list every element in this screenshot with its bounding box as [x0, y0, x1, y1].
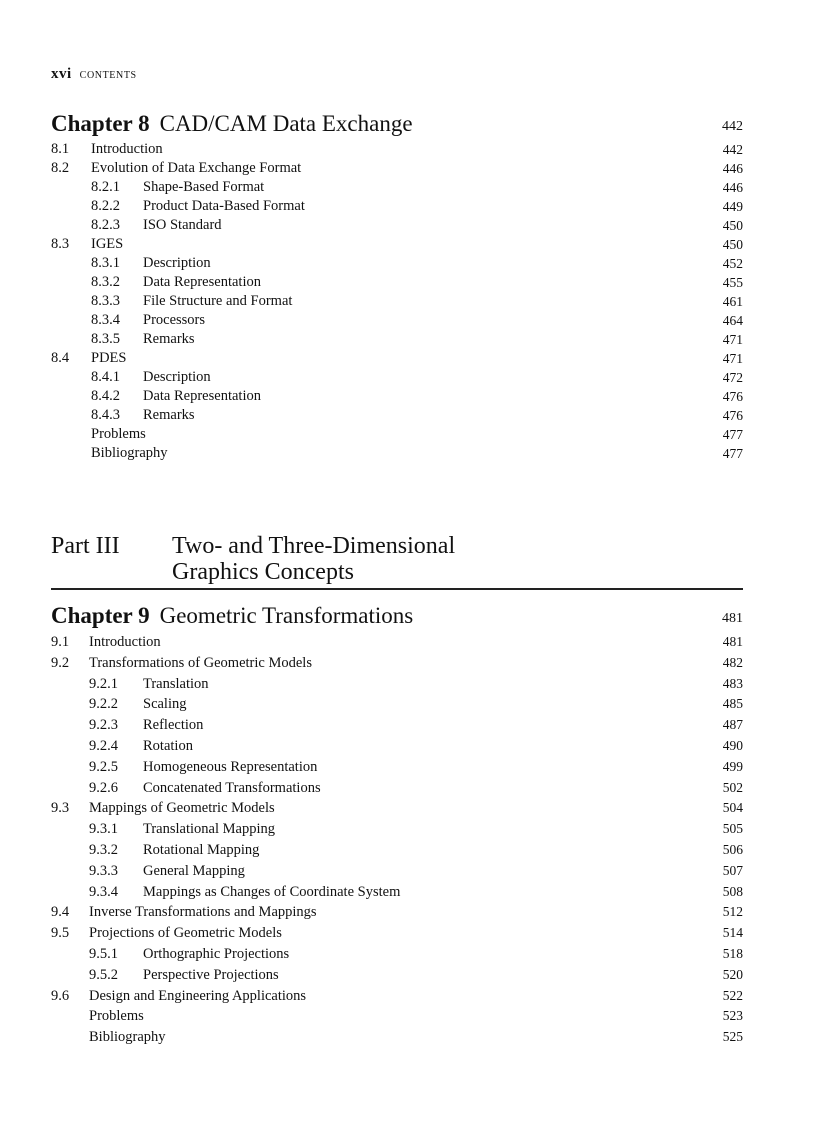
toc-entry[interactable] [51, 674, 743, 695]
section-number: 8.2 [51, 160, 70, 176]
section-page-number: 512 [722, 904, 743, 920]
section-number: 8.3.3 [91, 293, 120, 309]
section-page-number: 490 [722, 737, 743, 753]
section-page-number: 508 [722, 883, 743, 899]
section-page-number: 449 [722, 199, 743, 214]
section-title: Perspective Projections [143, 966, 279, 983]
section-number: 9.2.4 [89, 737, 118, 754]
section-title: Problems [89, 1008, 144, 1025]
section-title: Scaling [143, 696, 187, 713]
section-number: 9.4 [51, 904, 70, 921]
section-title: Projections of Geometric Models [89, 925, 282, 942]
toc-entry[interactable] [51, 694, 743, 715]
toc-entry[interactable] [51, 902, 743, 923]
section-page-number: 471 [722, 351, 743, 366]
section-title: Transformations of Geometric Models [89, 654, 312, 671]
toc-entry[interactable] [51, 798, 743, 819]
toc-entry[interactable] [51, 736, 743, 757]
toc-entry[interactable] [51, 140, 743, 159]
toc-entry-list [51, 140, 743, 463]
toc-entry[interactable] [51, 986, 743, 1007]
chapter-title: CAD/CAM Data Exchange [159, 111, 413, 136]
section-page-number: 499 [722, 758, 743, 774]
toc-entry[interactable] [51, 757, 743, 778]
section-title: Data Representation [143, 274, 261, 290]
section-page-number: 482 [722, 654, 743, 670]
section-page-number: 450 [722, 237, 743, 252]
chapter-page-number: 481 [722, 611, 743, 626]
part-title-line-1: Two- and Three-Dimensional [172, 533, 456, 559]
section-title: IGES [91, 236, 124, 252]
chapter-8-section [51, 110, 743, 463]
section-number: 8.3.4 [91, 312, 120, 328]
toc-entry[interactable] [51, 216, 743, 235]
section-number: 9.3.4 [89, 883, 118, 900]
section-title: Concatenated Transformations [143, 779, 321, 796]
section-page-number: 461 [722, 294, 743, 309]
section-number: 8.3.1 [91, 255, 120, 271]
section-title: Evolution of Data Exchange Format [91, 160, 302, 176]
section-page-number: 483 [722, 675, 743, 691]
section-title: Remarks [143, 407, 195, 423]
section-page-number: 525 [722, 1029, 743, 1045]
section-number: 9.1 [51, 634, 70, 650]
section-page-number: 522 [722, 987, 743, 1003]
section-number: 9.6 [51, 987, 70, 1004]
section-title: File Structure and Format [143, 293, 293, 309]
running-head [51, 66, 137, 84]
section-title: ISO Standard [143, 217, 222, 233]
section-number: 8.4.3 [91, 407, 120, 423]
section-number: 8.4 [51, 350, 70, 366]
section-title: Shape-Based Format [143, 179, 265, 195]
toc-entry[interactable] [51, 349, 743, 368]
toc-entry[interactable] [51, 1027, 743, 1048]
chapter-heading[interactable] [51, 602, 743, 632]
section-number: 9.2.1 [89, 675, 118, 692]
section-number: 8.4.2 [91, 388, 120, 404]
toc-entry[interactable] [51, 944, 743, 965]
section-number: 9.3.3 [89, 862, 118, 879]
section-title: Homogeneous Representation [143, 758, 318, 775]
section-page-number: 476 [722, 408, 743, 423]
page-number: xvi [51, 66, 72, 82]
section-title: Design and Engineering Applications [89, 987, 307, 1004]
section-number: 8.2.3 [91, 217, 120, 233]
toc-entry[interactable] [51, 840, 743, 861]
section-page-number: 450 [722, 218, 743, 233]
toc-entry[interactable] [51, 632, 743, 653]
toc-entry[interactable] [51, 819, 743, 840]
section-title: General Mapping [143, 862, 245, 879]
toc-entry[interactable] [51, 406, 743, 425]
toc-entry[interactable] [51, 235, 743, 254]
toc-entry[interactable] [51, 653, 743, 674]
section-page-number: 477 [722, 446, 743, 461]
section-page-number: 446 [722, 180, 743, 195]
section-number: 9.2.3 [89, 717, 118, 734]
section-number: 9.2.2 [89, 696, 118, 713]
section-title: Problems [91, 426, 146, 442]
toc-entry[interactable] [51, 368, 743, 387]
section-title: Translation [143, 675, 209, 692]
section-title: Description [143, 255, 211, 271]
section-page-number: 452 [722, 256, 743, 271]
section-title: Bibliography [89, 1029, 166, 1046]
chapter-title: Geometric Transformations [159, 603, 414, 628]
section-title: Bibliography [91, 445, 168, 461]
section-number: 9.3.1 [89, 821, 118, 838]
part-title-line-2: Graphics Concepts [172, 559, 354, 585]
section-number: 9.5 [51, 925, 70, 942]
section-title: Rotational Mapping [143, 841, 260, 858]
section-title: PDES [91, 350, 127, 366]
section-page-number: 505 [722, 821, 743, 837]
toc-entry[interactable] [51, 923, 743, 944]
section-page-number: 455 [722, 275, 743, 290]
toc-entry[interactable] [51, 292, 743, 311]
section-page-number: 518 [722, 945, 743, 961]
section-page-number: 485 [722, 696, 743, 712]
section-number: 9.2 [51, 654, 70, 671]
section-number: 8.4.1 [91, 369, 120, 385]
section-page-number: 476 [722, 389, 743, 404]
section-number: 9.5.2 [89, 966, 118, 983]
section-number: 9.2.6 [89, 779, 118, 796]
section-title: Orthographic Projections [143, 945, 290, 962]
toc-entry[interactable] [51, 273, 743, 292]
chapter-label: Chapter 9 [51, 603, 150, 628]
section-number: 8.2.2 [91, 198, 120, 214]
section-title: Introduction [89, 634, 161, 650]
section-page-number: 504 [722, 800, 743, 816]
chapter-9-section [51, 602, 743, 1048]
section-title: Processors [143, 312, 206, 328]
section-page-number: 523 [722, 1008, 743, 1024]
section-title: Data Representation [143, 388, 261, 404]
section-title: Inverse Transformations and Mappings [89, 904, 317, 921]
toc-entry[interactable] [51, 197, 743, 216]
section-page-number: 520 [722, 966, 743, 982]
section-page-number: 446 [722, 161, 743, 176]
toc-entry[interactable] [51, 882, 743, 903]
chapter-page-number: 442 [722, 119, 743, 134]
chapter-heading[interactable] [51, 110, 743, 140]
section-number: 9.3.2 [89, 841, 118, 858]
toc-entry[interactable] [51, 425, 743, 444]
toc-entry[interactable] [51, 387, 743, 406]
section-page-number: 477 [722, 427, 743, 442]
section-page-number: 514 [722, 925, 743, 941]
section-page-number: 506 [722, 841, 743, 857]
section-title: Introduction [91, 141, 163, 157]
section-title: Product Data-Based Format [143, 198, 305, 214]
section-number: 8.3.2 [91, 274, 120, 290]
section-title: Mappings of Geometric Models [89, 800, 275, 817]
toc-entry[interactable] [51, 330, 743, 349]
chapter-label: Chapter 8 [51, 111, 150, 136]
section-number: 9.2.5 [89, 758, 118, 775]
section-page-number: 507 [722, 862, 743, 878]
section-page-number: 472 [722, 370, 743, 385]
toc-entry[interactable] [51, 444, 743, 463]
section-page-number: 487 [722, 717, 743, 733]
part-label: Part III [51, 533, 120, 559]
section-title: Remarks [143, 331, 195, 347]
section-number: 8.2.1 [91, 179, 120, 195]
section-number: 9.5.1 [89, 945, 118, 962]
toc-entry[interactable] [51, 1006, 743, 1027]
toc-entry[interactable] [51, 159, 743, 178]
toc-entry[interactable] [51, 311, 743, 330]
toc-entry[interactable] [51, 178, 743, 197]
section-title: Translational Mapping [143, 821, 275, 838]
section-title: Rotation [143, 737, 193, 754]
section-page-number: 481 [722, 634, 743, 649]
section-number: 8.3 [51, 236, 70, 252]
section-page-number: 464 [722, 313, 743, 328]
toc-entry[interactable] [51, 715, 743, 736]
toc-entry[interactable] [51, 254, 743, 273]
section-number: 8.1 [51, 141, 70, 157]
section-title: Reflection [143, 717, 204, 734]
section-title: Description [143, 369, 211, 385]
section-number: 8.3.5 [91, 331, 120, 347]
toc-entry-list [51, 632, 743, 1048]
part-divider [51, 588, 743, 590]
section-page-number: 502 [722, 779, 743, 795]
running-head-title: CONTENTS [79, 70, 137, 81]
toc-entry[interactable] [51, 861, 743, 882]
section-title: Mappings as Changes of Coordinate System [143, 883, 401, 900]
part-title [172, 533, 692, 585]
section-page-number: 442 [722, 142, 743, 157]
toc-entry[interactable] [51, 778, 743, 799]
toc-entry[interactable] [51, 965, 743, 986]
section-number: 9.3 [51, 800, 70, 817]
section-page-number: 471 [722, 332, 743, 347]
